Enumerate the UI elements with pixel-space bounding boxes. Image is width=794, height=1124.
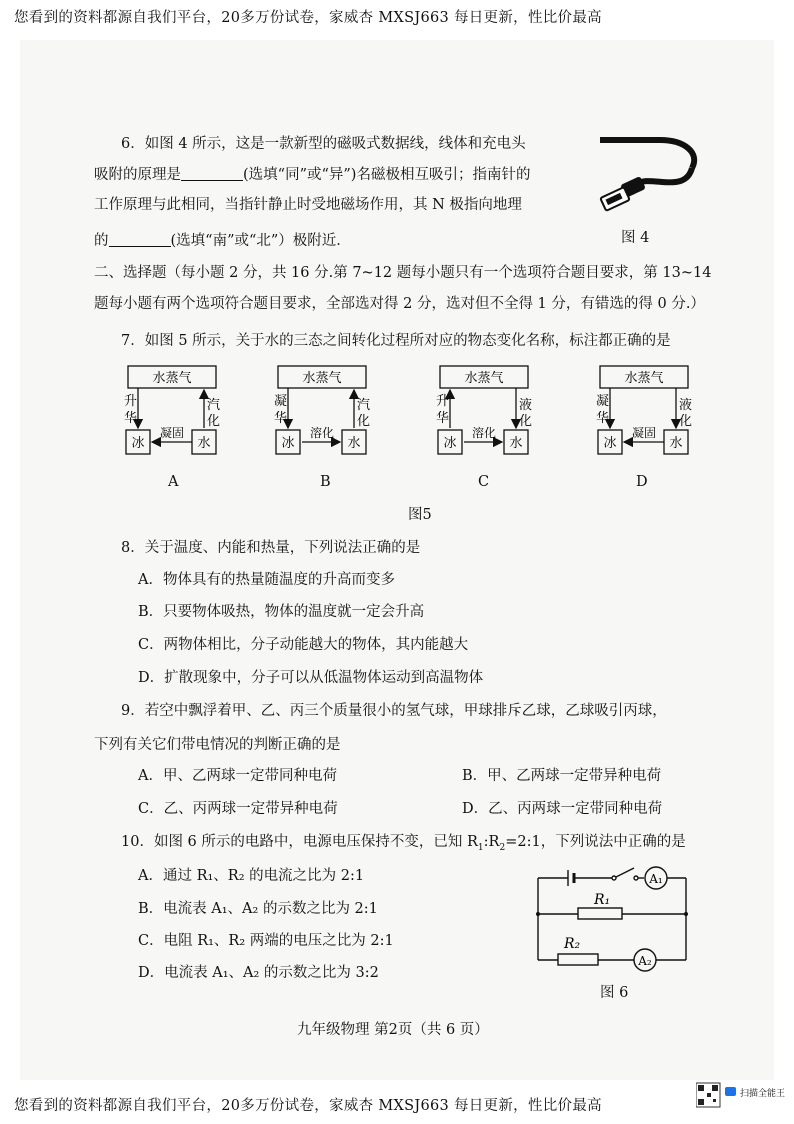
diagram-a-ice: 冰 — [131, 436, 145, 451]
q8-option-a[interactable]: A．物体具有的热量随温度的升高而变多 — [138, 572, 395, 588]
diagram-a-vapor: 水蒸气 — [152, 371, 192, 386]
q10-stem: 10．如图 6 所示的电路中，电源电压保持不变，已知 $R_1:R_2=2:1$，下列说法中正确的是 — [121, 834, 686, 853]
diagram-b-ice: 冰 — [281, 436, 295, 451]
diagram-c-ice: 冰 — [443, 436, 457, 451]
q7-diagram-c — [430, 362, 540, 462]
figure-6-label: 图 6 — [600, 985, 629, 1001]
q7-letter-b: B — [320, 474, 331, 490]
diagram-d-left-1: 凝 — [596, 394, 610, 409]
q6-blank1[interactable] — [181, 166, 243, 181]
figure-4-cable-image — [580, 128, 710, 228]
q8-option-c[interactable]: C．两物体相比，分子动能越大的物体，其内能越大 — [138, 637, 469, 653]
q6-line2: 吸附的原理是 (选填“同”或“异”)名磁极相互吸引；指南针的 — [94, 167, 531, 183]
scanner-watermark — [696, 1081, 786, 1111]
q7-letter-a: A — [168, 474, 179, 490]
diagram-a-right-2: 化 — [207, 414, 221, 429]
figure-6-circuit — [530, 862, 695, 982]
q9-option-c[interactable]: C．乙、丙两球一定带异种电荷 — [138, 801, 338, 817]
q6-line3: 工作原理与此相同，当指针静止时受地磁场作用，其 N 极指向地理 — [94, 197, 522, 213]
diagram-b-water: 水 — [347, 436, 361, 451]
q7-diagram-d — [590, 362, 700, 462]
diagram-d-bottom: 凝固 — [631, 426, 657, 440]
q8-option-b[interactable]: B．只要物体吸热，物体的温度就一定会升高 — [138, 604, 425, 620]
diagram-b-right-2: 化 — [357, 414, 371, 429]
q8-option-d[interactable]: D．扩散现象中，分子可以从低温物体运动到高温物体 — [138, 670, 484, 686]
ammeter-a1-label: A₁ — [649, 872, 663, 886]
q6-blank2[interactable] — [109, 232, 171, 247]
diagram-c-right-1: 液 — [519, 398, 533, 413]
diagram-d-ice: 冰 — [603, 436, 617, 451]
q7-letter-c: C — [478, 474, 490, 490]
diagram-b-vapor: 水蒸气 — [302, 371, 342, 386]
scanner-label: 扫描全能王 — [740, 1089, 786, 1099]
diagram-b-bottom: 溶化 — [309, 426, 335, 440]
diagram-d-water: 水 — [669, 436, 683, 451]
bottom-banner: 您看到的资料都源自我们平台，20多万份试卷，家威杏 MXSJ663 每日更新，性比价最高 — [14, 1098, 602, 1114]
section2-line2: 题每小题有两个选项符合题目要求，全部选对得 2 分，选对但不全得 1 分，有错选的得 0 分.） — [94, 296, 705, 312]
diagram-c-right-2: 化 — [519, 414, 533, 429]
diagram-c-water: 水 — [509, 436, 523, 451]
diagram-d-left-2: 华 — [596, 411, 610, 426]
q9-option-b[interactable]: B．甲、乙两球一定带异种电荷 — [462, 768, 662, 784]
figure-4-label: 图 4 — [621, 230, 650, 246]
q6-line1: 6．如图 4 所示，这是一款新型的磁吸式数据线，线体和充电头 — [121, 136, 526, 152]
q9-option-d[interactable]: D．乙、丙两球一定带同种电荷 — [462, 801, 663, 817]
diagram-d-vapor: 水蒸气 — [624, 371, 664, 386]
diagram-a-bottom: 凝固 — [159, 426, 185, 440]
diagram-d-right-2: 化 — [679, 414, 693, 429]
resistor-r1-label: R₁ — [594, 892, 611, 908]
q6-line4: 的 (选填“南”或“北”）极附近． — [94, 233, 351, 249]
q10-option-c[interactable]: C．电阻 R₁、R₂ 两端的电压之比为 2:1 — [138, 933, 394, 949]
diagram-a-left-1: 升 — [124, 394, 138, 409]
diagram-b-left-1: 凝 — [274, 394, 288, 409]
q8-stem: 8．关于温度、内能和热量，下列说法正确的是 — [121, 540, 421, 556]
top-banner: 您看到的资料都源自我们平台，20多万份试卷，家威杏 MXSJ663 每日更新，性比价最高 — [14, 10, 602, 26]
q10-option-a[interactable]: A．通过 R₁、R₂ 的电流之比为 2:1 — [138, 868, 365, 884]
q7-diagram-a — [118, 362, 228, 462]
q7-stem: 7．如图 5 所示，关于水的三态之间转化过程所对应的物态变化名称，标注都正确的是 — [121, 333, 671, 349]
diagram-c-vapor: 水蒸气 — [464, 371, 504, 386]
diagram-a-water: 水 — [197, 436, 211, 451]
page-footer: 九年级物理 第2页（共 6 页） — [297, 1022, 489, 1038]
q7-letter-d: D — [636, 474, 648, 490]
diagram-b-left-2: 华 — [274, 411, 288, 426]
q9-line1: 9．若空中飘浮着甲、乙、丙三个质量很小的氢气球，甲球排斥乙球，乙球吸引丙球， — [121, 703, 667, 719]
diagram-a-left-2: 华 — [124, 411, 138, 426]
q7-diagram-b — [268, 362, 378, 462]
figure-5-label: 图5 — [408, 507, 432, 523]
diagram-c-bottom: 溶化 — [471, 426, 497, 440]
q9-option-a[interactable]: A．甲、乙两球一定带同种电荷 — [138, 768, 337, 784]
q9-line2: 下列有关它们带电情况的判断正确的是 — [94, 737, 341, 753]
ammeter-a2-label: A₂ — [638, 954, 652, 968]
resistor-r2-label: R₂ — [564, 936, 581, 952]
diagram-a-right-1: 汽 — [207, 398, 221, 413]
diagram-c-left-2: 华 — [436, 411, 450, 426]
q10-option-d[interactable]: D．电流表 A₁、A₂ 的示数之比为 3:2 — [138, 965, 379, 981]
diagram-c-left-1: 升 — [436, 394, 450, 409]
section2-line1: 二、选择题（每小题 2 分，共 16 分.第 7~12 题每小题只有一个选项符合题目要求，第 13~14 — [94, 265, 712, 281]
diagram-d-right-1: 液 — [679, 398, 693, 413]
q10-option-b[interactable]: B．电流表 A₁、A₂ 的示数之比为 2:1 — [138, 901, 378, 917]
diagram-b-right-1: 汽 — [357, 398, 371, 413]
